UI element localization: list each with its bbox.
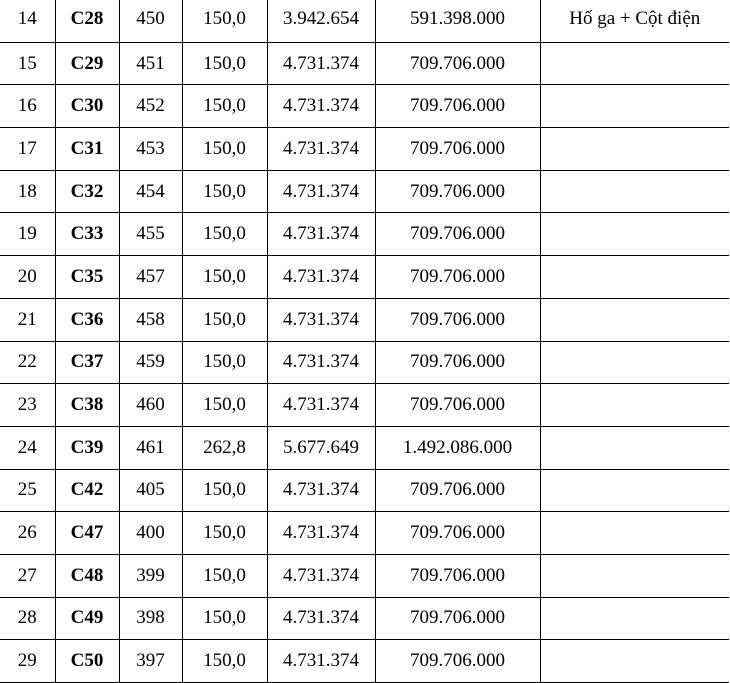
map-sheet-number-cell: 457 [119, 256, 182, 299]
row-number-cell: 26 [0, 512, 55, 555]
unit-price-cell: 4.731.374 [267, 298, 375, 341]
row-number-cell: 23 [0, 384, 55, 427]
row-number-cell: 14 [0, 0, 55, 42]
total-amount-cell: 709.706.000 [375, 42, 540, 85]
row-number-cell: 24 [0, 426, 55, 469]
note-cell [540, 597, 729, 640]
unit-price-cell: 4.731.374 [267, 256, 375, 299]
plot-code-cell: C28 [55, 0, 119, 42]
row-number-cell: 27 [0, 554, 55, 597]
map-sheet-number-cell: 461 [119, 426, 182, 469]
map-sheet-number-cell: 453 [119, 128, 182, 171]
area-cell: 150,0 [182, 640, 267, 683]
area-cell: 262,8 [182, 426, 267, 469]
unit-price-cell: 4.731.374 [267, 384, 375, 427]
total-amount-cell: 709.706.000 [375, 298, 540, 341]
unit-price-cell: 4.731.374 [267, 85, 375, 128]
plot-code-cell: C48 [55, 554, 119, 597]
row-number-cell: 18 [0, 170, 55, 213]
map-sheet-number-cell: 455 [119, 213, 182, 256]
row-number-cell: 22 [0, 341, 55, 384]
total-amount-cell: 709.706.000 [375, 384, 540, 427]
area-cell: 150,0 [182, 469, 267, 512]
note-cell [540, 128, 729, 171]
note-cell [540, 554, 729, 597]
total-amount-cell: 709.706.000 [375, 85, 540, 128]
table-row [0, 640, 729, 683]
table-row [0, 384, 729, 427]
total-amount-cell: 709.706.000 [375, 469, 540, 512]
unit-price-cell: 4.731.374 [267, 512, 375, 555]
map-sheet-number-cell: 458 [119, 298, 182, 341]
table-row [0, 298, 729, 341]
plot-code-cell: C50 [55, 640, 119, 683]
note-cell [540, 42, 729, 85]
total-amount-cell: 709.706.000 [375, 554, 540, 597]
unit-price-cell: 3.942.654 [267, 0, 375, 42]
map-sheet-number-cell: 405 [119, 469, 182, 512]
row-number-cell: 15 [0, 42, 55, 85]
note-cell [540, 256, 729, 299]
unit-price-cell: 4.731.374 [267, 170, 375, 213]
table-row [0, 170, 729, 213]
note-cell [540, 298, 729, 341]
unit-price-cell: 4.731.374 [267, 640, 375, 683]
table-row [0, 341, 729, 384]
unit-price-cell: 4.731.374 [267, 213, 375, 256]
table-row [0, 512, 729, 555]
table-row [0, 0, 729, 42]
area-cell: 150,0 [182, 170, 267, 213]
row-number-cell: 25 [0, 469, 55, 512]
map-sheet-number-cell: 454 [119, 170, 182, 213]
map-sheet-number-cell: 451 [119, 42, 182, 85]
row-number-cell: 20 [0, 256, 55, 299]
note-cell [540, 213, 729, 256]
table-row [0, 128, 729, 171]
plot-code-cell: C29 [55, 42, 119, 85]
area-cell: 150,0 [182, 384, 267, 427]
map-sheet-number-cell: 450 [119, 0, 182, 42]
table-row [0, 85, 729, 128]
map-sheet-number-cell: 398 [119, 597, 182, 640]
unit-price-cell: 4.731.374 [267, 341, 375, 384]
map-sheet-number-cell: 397 [119, 640, 182, 683]
total-amount-cell: 709.706.000 [375, 170, 540, 213]
map-sheet-number-cell: 399 [119, 554, 182, 597]
plot-code-cell: C35 [55, 256, 119, 299]
total-amount-cell: 591.398.000 [375, 0, 540, 42]
row-number-cell: 21 [0, 298, 55, 341]
unit-price-cell: 4.731.374 [267, 469, 375, 512]
area-cell: 150,0 [182, 128, 267, 171]
row-number-cell: 17 [0, 128, 55, 171]
plot-code-cell: C30 [55, 85, 119, 128]
plot-code-cell: C38 [55, 384, 119, 427]
area-cell: 150,0 [182, 213, 267, 256]
total-amount-cell: 709.706.000 [375, 256, 540, 299]
unit-price-cell: 4.731.374 [267, 554, 375, 597]
plot-code-cell: C47 [55, 512, 119, 555]
note-cell [540, 85, 729, 128]
area-cell: 150,0 [182, 512, 267, 555]
area-cell: 150,0 [182, 341, 267, 384]
plot-code-cell: C42 [55, 469, 119, 512]
map-sheet-number-cell: 400 [119, 512, 182, 555]
plot-code-cell: C31 [55, 128, 119, 171]
note-cell [540, 341, 729, 384]
total-amount-cell: 709.706.000 [375, 640, 540, 683]
table-row [0, 426, 729, 469]
map-sheet-number-cell: 452 [119, 85, 182, 128]
map-sheet-number-cell: 459 [119, 341, 182, 384]
table-row [0, 554, 729, 597]
area-cell: 150,0 [182, 256, 267, 299]
table-row [0, 256, 729, 299]
plot-code-cell: C37 [55, 341, 119, 384]
note-cell [540, 384, 729, 427]
unit-price-cell: 4.731.374 [267, 42, 375, 85]
note-cell: Hố ga + Cột điện [540, 0, 729, 42]
plot-code-cell: C36 [55, 298, 119, 341]
area-cell: 150,0 [182, 597, 267, 640]
total-amount-cell: 1.492.086.000 [375, 426, 540, 469]
unit-price-cell: 5.677.649 [267, 426, 375, 469]
plot-code-cell: C49 [55, 597, 119, 640]
row-number-cell: 28 [0, 597, 55, 640]
note-cell [540, 426, 729, 469]
total-amount-cell: 709.706.000 [375, 341, 540, 384]
row-number-cell: 16 [0, 85, 55, 128]
area-cell: 150,0 [182, 0, 267, 42]
unit-price-cell: 4.731.374 [267, 128, 375, 171]
total-amount-cell: 709.706.000 [375, 597, 540, 640]
area-cell: 150,0 [182, 298, 267, 341]
note-cell [540, 512, 729, 555]
total-amount-cell: 709.706.000 [375, 128, 540, 171]
unit-price-cell: 4.731.374 [267, 597, 375, 640]
plot-code-cell: C33 [55, 213, 119, 256]
table-row [0, 213, 729, 256]
area-cell: 150,0 [182, 42, 267, 85]
map-sheet-number-cell: 460 [119, 384, 182, 427]
area-cell: 150,0 [182, 85, 267, 128]
row-number-cell: 19 [0, 213, 55, 256]
area-cell: 150,0 [182, 554, 267, 597]
plot-code-cell: C32 [55, 170, 119, 213]
note-cell [540, 640, 729, 683]
note-cell [540, 170, 729, 213]
row-number-cell: 29 [0, 640, 55, 683]
plot-code-cell: C39 [55, 426, 119, 469]
table-row [0, 597, 729, 640]
note-cell [540, 469, 729, 512]
table-row [0, 469, 729, 512]
total-amount-cell: 709.706.000 [375, 213, 540, 256]
total-amount-cell: 709.706.000 [375, 512, 540, 555]
table-row [0, 42, 729, 85]
